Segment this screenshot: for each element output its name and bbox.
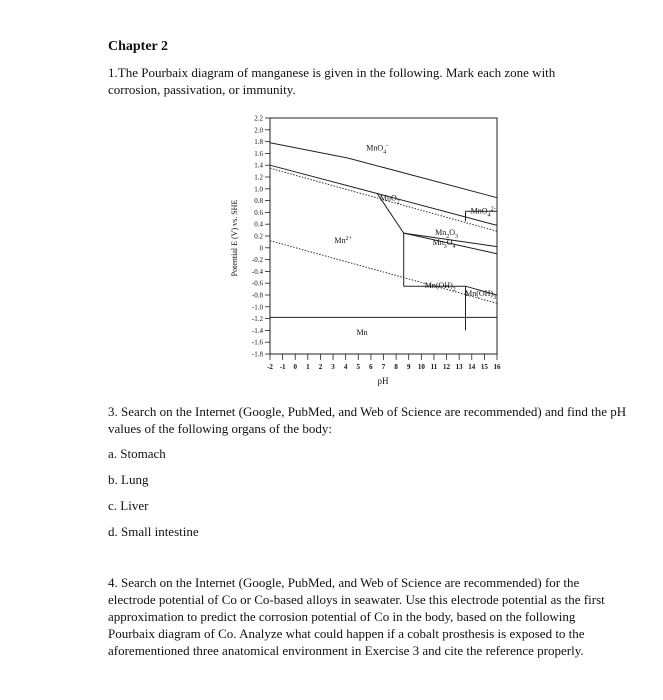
region-label-part: 4 bbox=[487, 212, 491, 219]
x-tick-label: 15 bbox=[480, 363, 488, 371]
option-liver: c. Liver bbox=[108, 498, 149, 513]
x-axis-label: pH bbox=[377, 376, 389, 386]
region-label bbox=[433, 238, 456, 250]
x-tick-label: 8 bbox=[394, 363, 398, 371]
option-small-intestine: d. Small intestine bbox=[108, 524, 199, 539]
region-label-part: MnO bbox=[366, 143, 384, 153]
region-label bbox=[425, 281, 456, 293]
water-line bbox=[270, 241, 497, 304]
option-stomach: a. Stomach bbox=[108, 446, 166, 461]
y-tick-label: 0.6 bbox=[254, 208, 263, 217]
y-tick-label: 2.0 bbox=[254, 126, 263, 135]
pourbaix-diagram bbox=[225, 108, 515, 393]
y-tick-labels bbox=[252, 115, 264, 359]
question-1: 1.The Pourbaix diagram of manganese is given in the following. Mark each zone with corrosion, passivation, or immunity. bbox=[108, 65, 556, 97]
y-tick-label: 1.8 bbox=[254, 138, 263, 147]
y-tick-label: -1.0 bbox=[251, 303, 263, 312]
region-label-part: Mn(OH) bbox=[424, 280, 453, 290]
y-tick-label: 0.4 bbox=[254, 220, 263, 229]
region-label bbox=[334, 236, 352, 245]
x-tick-label: 3 bbox=[331, 363, 335, 371]
region-label bbox=[356, 328, 367, 337]
y-tick-label: 1.4 bbox=[254, 161, 263, 170]
region-label-part: Mn bbox=[334, 236, 346, 246]
region-label bbox=[366, 143, 388, 155]
region-label-part: 2- bbox=[490, 206, 496, 213]
y-tick-label: -0.8 bbox=[251, 291, 263, 300]
y-tick-label: 0 bbox=[259, 244, 263, 253]
y-tick-label: -0.2 bbox=[251, 256, 263, 265]
y-tick-label: 0.2 bbox=[254, 232, 263, 241]
y-axis-label: Potential E (V) vs. SHE bbox=[230, 199, 239, 277]
x-tick-label: 7 bbox=[381, 363, 386, 371]
x-tick-label: 5 bbox=[356, 363, 361, 371]
phase-boundaries bbox=[270, 143, 497, 331]
region-label-part: MnO bbox=[470, 206, 488, 216]
region-label-part: 3 bbox=[443, 243, 447, 250]
region-label bbox=[380, 194, 400, 206]
region-label-part: - bbox=[386, 143, 389, 150]
y-tick-label: 0.8 bbox=[254, 197, 263, 206]
x-tick-label: 16 bbox=[493, 363, 501, 371]
region-label-part: 3 bbox=[455, 233, 459, 240]
y-tick-label: 1.2 bbox=[254, 173, 263, 182]
x-tick-label: 0 bbox=[293, 363, 297, 371]
x-tick-label: -1 bbox=[279, 363, 286, 371]
x-tick-label: 12 bbox=[443, 363, 451, 371]
region-label bbox=[471, 207, 496, 219]
region-label-part: O bbox=[446, 237, 453, 247]
x-tick-label: 6 bbox=[369, 363, 373, 371]
region-label bbox=[465, 289, 496, 301]
region-label-part: 2 bbox=[396, 199, 400, 206]
y-tick-label: -1.8 bbox=[251, 350, 263, 359]
diagram-axes bbox=[265, 118, 497, 360]
region-label-part: 2 bbox=[452, 286, 456, 293]
region-label-part: 3 bbox=[493, 295, 497, 302]
option-lung: b. Lung bbox=[108, 472, 149, 487]
region-label-part: MnO bbox=[379, 193, 397, 203]
y-tick-label: 1.0 bbox=[254, 185, 263, 194]
chapter-title: Chapter 2 bbox=[108, 39, 169, 54]
y-tick-label: 1.6 bbox=[254, 149, 263, 158]
region-label-part: 4 bbox=[452, 243, 456, 250]
region-label-part: Mn bbox=[435, 227, 447, 237]
y-tick-label: 2.2 bbox=[254, 114, 263, 123]
y-tick-label: -0.4 bbox=[251, 267, 263, 276]
region-label-part: Mn bbox=[356, 328, 368, 338]
x-tick-label: 10 bbox=[417, 363, 425, 371]
x-tick-label: 14 bbox=[468, 363, 476, 371]
region-label-part: Mn(OH) bbox=[465, 289, 494, 299]
y-tick-label: -1.2 bbox=[251, 315, 263, 324]
x-tick-label: 2 bbox=[318, 363, 323, 371]
region-label-part: O bbox=[449, 227, 456, 237]
region-label-part: Mn bbox=[432, 237, 444, 247]
region-label-part: 2+ bbox=[345, 236, 352, 243]
x-tick-labels bbox=[267, 363, 501, 371]
x-tick-label: 4 bbox=[343, 363, 348, 371]
y-tick-label: -1.4 bbox=[251, 326, 263, 335]
question-3: 3. Search on the Internet (Google, PubMed, and Web of Science are recommended) and find the pH values of the following organs of the body: bbox=[108, 404, 627, 436]
x-tick-label: 13 bbox=[455, 363, 463, 371]
y-tick-label: -1.6 bbox=[251, 338, 263, 347]
x-tick-label: 11 bbox=[430, 363, 438, 371]
region-label-part: 2 bbox=[446, 233, 450, 240]
region-labels bbox=[334, 143, 496, 337]
y-tick-label: -0.6 bbox=[251, 279, 263, 288]
x-tick-label: 9 bbox=[406, 363, 411, 371]
region-label-part: 4 bbox=[383, 149, 387, 156]
x-tick-label: 1 bbox=[306, 363, 310, 371]
x-tick-label: -2 bbox=[267, 363, 273, 371]
question-4: 4. Search on the Internet (Google, PubMed, and Web of Science are recommended) for the electrode potential of Co or Co-based alloys in seawater. Use this electrode potential as the first approximation to predict the corrosion potential of Co in the body, based on the following Pourbaix diagram of Co. Analyze what could happen if a cobalt prosthesis is exposed to the aforementioned three anatomical environment in Exercise 3 and cite the reference properly. bbox=[108, 575, 605, 658]
